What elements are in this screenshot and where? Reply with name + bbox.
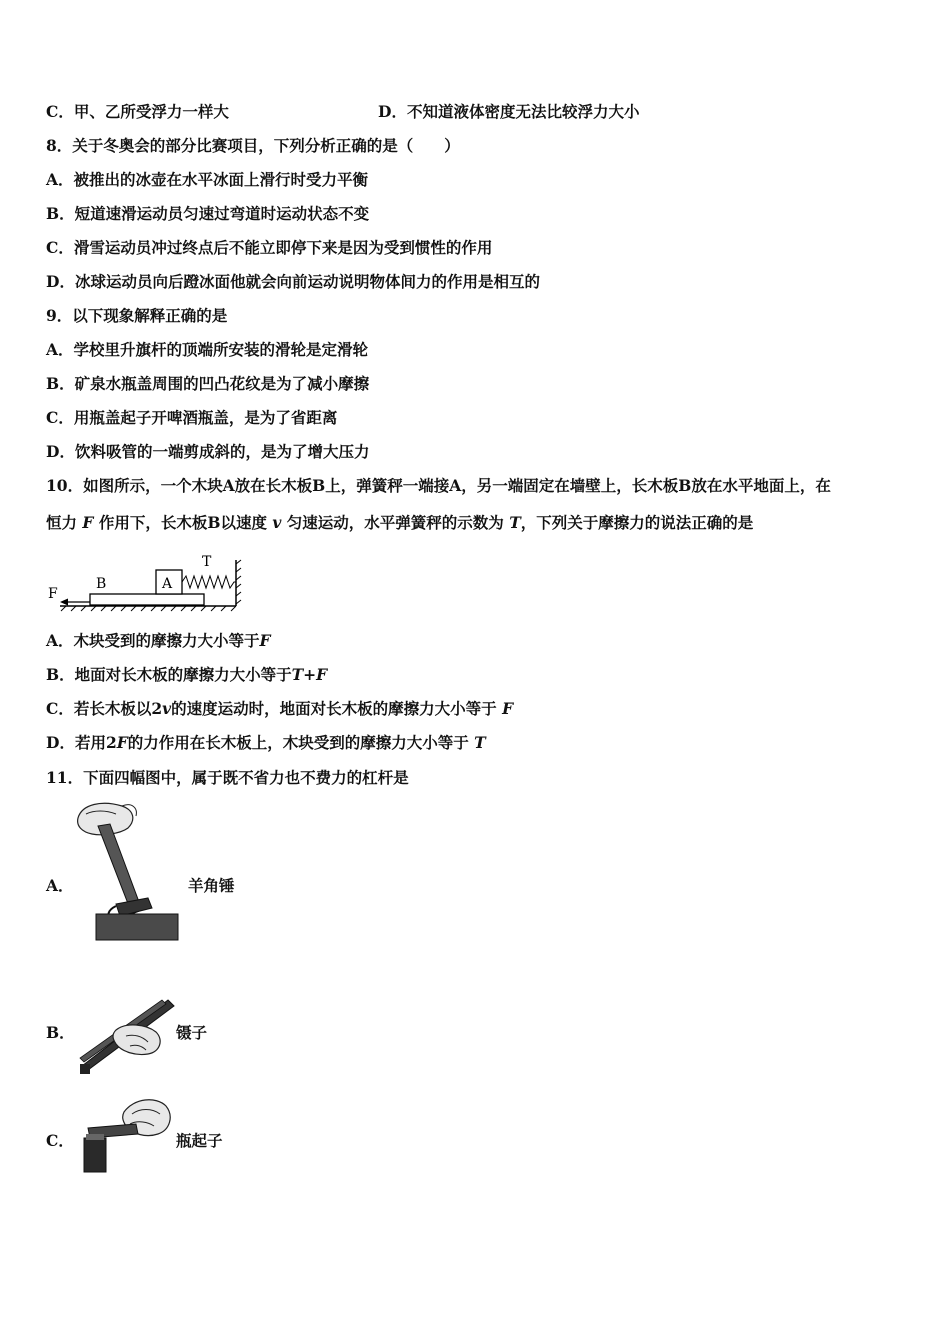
label-b: B bbox=[96, 576, 107, 592]
q10-option-text: B．地面对长木板的摩擦力大小等于 bbox=[46, 665, 292, 684]
q11-option-a-label: A． bbox=[46, 876, 74, 895]
q10-var: v bbox=[162, 699, 172, 718]
q10-option-b bbox=[46, 664, 327, 686]
q7-option-d: D．不知道液体密度无法比较浮力大小 bbox=[378, 102, 640, 121]
q10-stem-text: 匀速运动，水平弹簧秤的示数为 bbox=[286, 513, 504, 532]
q8-option-a: A．被推出的冰壶在水平冰面上滑行时受力平衡 bbox=[46, 170, 369, 189]
q11-option-a-caption: 羊角锤 bbox=[188, 876, 235, 895]
q10-stem-line2 bbox=[46, 512, 753, 534]
bottle-opener-image bbox=[80, 1094, 176, 1176]
force-arrowhead bbox=[60, 599, 68, 606]
q10-option-text: D．若用2 bbox=[46, 733, 117, 752]
q9-stem: 9．以下现象解释正确的是 bbox=[46, 306, 228, 325]
q10-stem-text: 恒力 bbox=[46, 513, 78, 532]
q9-option-c: C．用瓶盖起子开啤酒瓶盖，是为了省距离 bbox=[46, 408, 338, 427]
q10-var: T+F bbox=[291, 665, 328, 684]
label-f: F bbox=[48, 586, 58, 602]
q10-option-text: 的力作用在长木板上，木块受到的摩擦力大小等于 bbox=[127, 733, 469, 752]
q9-option-d: D．饮料吸管的一端剪成斜的，是为了增大压力 bbox=[46, 442, 370, 461]
q10-var: F bbox=[116, 733, 128, 752]
q10-stem-text: ，下列关于摩擦力的说法正确的是 bbox=[520, 513, 754, 532]
q11-option-c-label: C． bbox=[46, 1131, 74, 1150]
q11-option-c-caption: 瓶起子 bbox=[176, 1131, 223, 1150]
q8-option-c: C．滑雪运动员冲过终点后不能立即停下来是因为受到惯性的作用 bbox=[46, 238, 493, 257]
q11-stem: 11．下面四幅图中，属于既不省力也不费力的杠杆是 bbox=[46, 768, 409, 787]
q10-option-d bbox=[46, 732, 486, 754]
spring bbox=[182, 576, 236, 588]
q11-option-b-caption: 镊子 bbox=[176, 1023, 208, 1042]
q10-option-text: A．木块受到的摩擦力大小等于 bbox=[46, 631, 260, 650]
q8-option-b: B．短道速滑运动员匀速过弯道时运动状态不变 bbox=[46, 204, 370, 223]
q10-var-f: F bbox=[82, 513, 94, 532]
q9-option-b: B．矿泉水瓶盖周围的凹凸花纹是为了减小摩擦 bbox=[46, 374, 370, 393]
q10-option-text: C．若长木板以2 bbox=[46, 699, 163, 718]
q10-option-c bbox=[46, 698, 513, 720]
q10-var: F bbox=[259, 631, 271, 650]
board-b bbox=[90, 594, 204, 605]
q10-friction-figure bbox=[44, 550, 244, 612]
q11-option-b-label: B． bbox=[46, 1023, 75, 1042]
q10-stem-line1: 10．如图所示，一个木块A放在长木板B上，弹簧秤一端接A，另一端固定在墙壁上，长木板B放在水平地面上，在 bbox=[46, 476, 831, 495]
label-t: T bbox=[202, 554, 212, 570]
q10-option-a bbox=[46, 630, 271, 652]
q10-var-v: v bbox=[272, 513, 282, 532]
claw-hammer-image bbox=[72, 800, 182, 942]
q10-var-t: T bbox=[509, 513, 521, 532]
tweezers-image bbox=[76, 996, 176, 1078]
q10-option-text: 的速度运动时，地面对长木板的摩擦力大小等于 bbox=[171, 699, 497, 718]
q10-var: T bbox=[474, 733, 486, 752]
q10-stem-text: 作用下，长木板B以速度 bbox=[98, 513, 267, 532]
q8-option-d: D．冰球运动员向后蹬冰面他就会向前运动说明物体间力的作用是相互的 bbox=[46, 272, 540, 291]
q9-option-a: A．学校里升旗杆的顶端所安装的滑轮是定滑轮 bbox=[46, 340, 369, 359]
q10-var: F bbox=[502, 699, 514, 718]
q7-option-c: C．甲、乙所受浮力一样大 bbox=[46, 102, 229, 121]
label-a: A bbox=[162, 576, 173, 592]
q8-stem: 8．关于冬奥会的部分比赛项目，下列分析正确的是（ ） bbox=[46, 136, 460, 155]
